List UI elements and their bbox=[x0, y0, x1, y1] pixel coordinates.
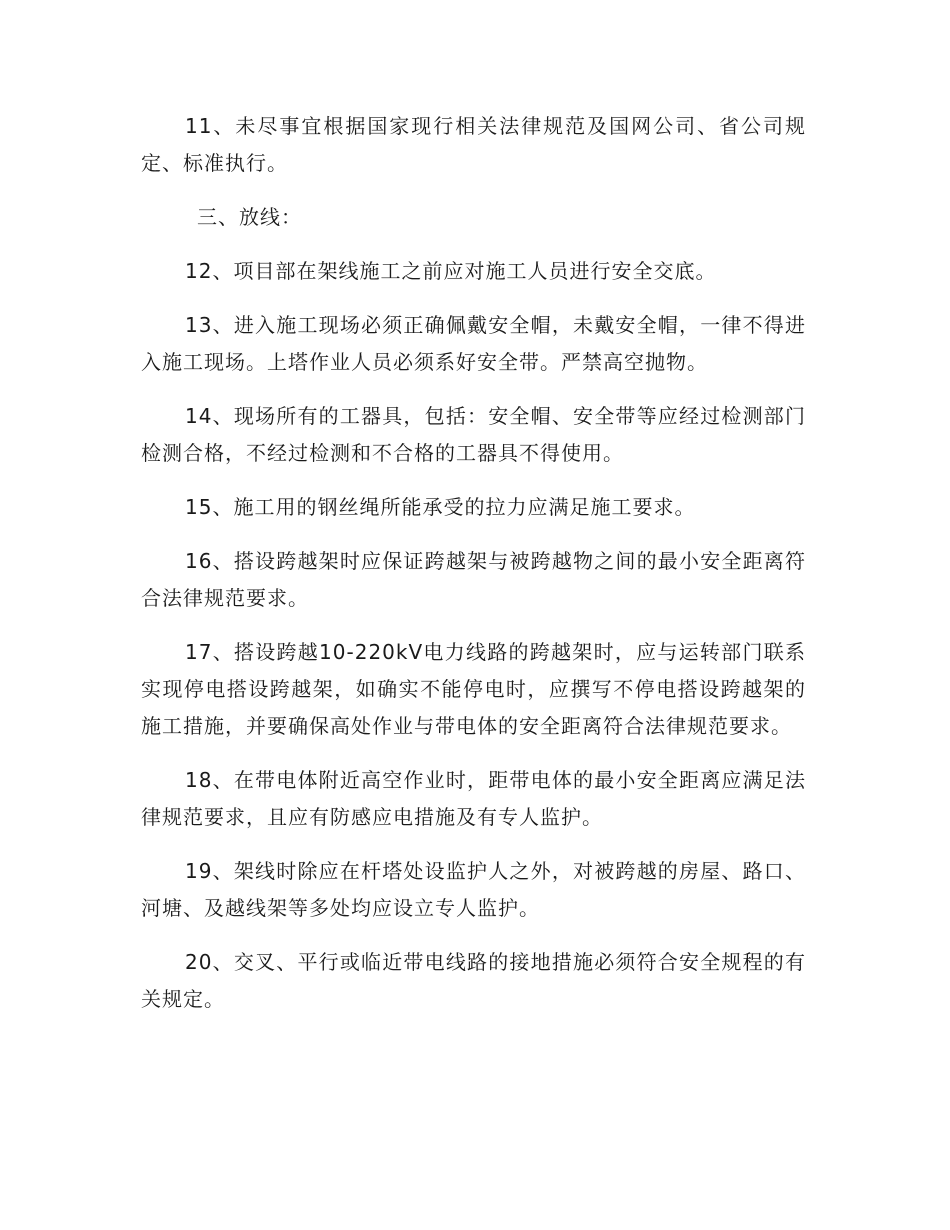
paragraph-15: 15、施工用的钢丝绳所能承受的拉力应满足施工要求。 bbox=[185, 495, 696, 519]
paragraph-13: 13、进入施工现场必须正确佩戴安全帽，未戴安全帽，一律不得进入施工现场。上塔作业人员必须系好安全带。严禁高空抛物。 bbox=[141, 313, 806, 374]
paragraph-19: 19、架线时除应在杆塔处设监护人之外，对被跨越的房屋、路口、河塘、及越线架等多处均应设立专人监护。 bbox=[141, 859, 806, 920]
paragraph-20: 20、交叉、平行或临近带电线路的接地措施必须符合安全规程的有关规定。 bbox=[141, 950, 806, 1011]
paragraph-16: 16、搭设跨越架时应保证跨越架与被跨越物之间的最小安全距离符合法律规范要求。 bbox=[141, 549, 806, 610]
paragraph-14: 14、现场所有的工器具，包括：安全帽、安全带等应经过检测部门检测合格，不经过检测和不合格的工器具不得使用。 bbox=[141, 404, 806, 465]
paragraph-18: 18、在带电体附近高空作业时，距带电体的最小安全距离应满足法律规范要求，且应有防感应电措施及有专人监护。 bbox=[141, 768, 806, 829]
section-heading-fangxian: 三、放线： bbox=[197, 205, 302, 229]
document-body bbox=[141, 108, 806, 1035]
paragraph-12: 12、项目部在架线施工之前应对施工人员进行安全交底。 bbox=[185, 259, 717, 283]
paragraph-11: 11、未尽事宜根据国家现行相关法律规范及国网公司、省公司规定、标准执行。 bbox=[141, 114, 806, 175]
paragraph-17: 17、搭设跨越10-220kV电力线路的跨越架时，应与运转部门联系实现停电搭设跨越架，如确实不能停电时，应撰写不停电搭设跨越架的施工措施，并要确保高处作业与带电体的安全距离符合法律规范要求。 bbox=[141, 640, 806, 738]
